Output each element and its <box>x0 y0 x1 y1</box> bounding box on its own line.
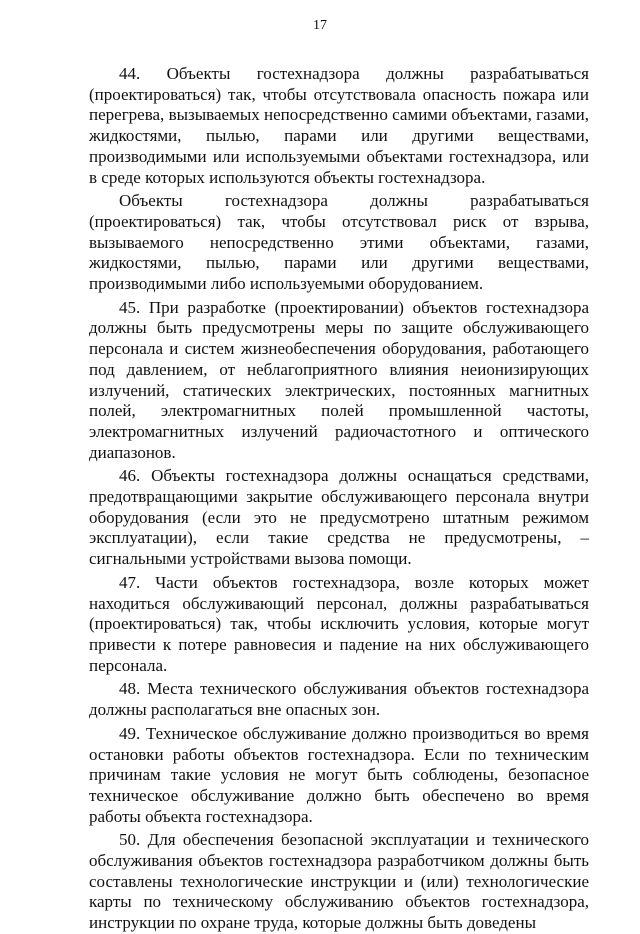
paragraph-46: 46. Объекты гостехнадзора должны оснащаться средствами, предотвращающими закрытие обслуживающего персонала внутри оборудования (если это не предусмотрено штатным режимом эксплуатации), если такие средства не предусмотрены, – сигнальными устройствами вызова помощи. <box>89 466 589 569</box>
paragraph-49: 49. Техническое обслуживание должно производиться во время остановки работы объектов гостехнадзора. Если по техническим причинам такие условия не могут быть соблюдены, безопасное техническое обслуживание должно быть обеспечено во время работы объекта гостехнадзора. <box>89 723 589 826</box>
paragraph-44-explosion: Объекты гостехнадзора должны разрабатываться (проектироваться) так, чтобы отсутствовал риск от взрыва, вызываемого непосредственно этими объектами, газами, жидкостями, пылью, парами или другими веществами, производимыми либо используемыми оборудованием. <box>89 191 589 294</box>
paragraph-48: 48. Места технического обслуживания объектов гостехнадзора должны располагаться вне опасных зон. <box>89 679 589 720</box>
paragraph-47: 47. Части объектов гостехнадзора, возле которых может находиться обслуживающий персонал, должны разрабатываться (проектироваться) так, чтобы исключить условия, которые могут привести к потере равновесия и падение на них обслуживающего персонала. <box>89 572 589 675</box>
page-number: 17 <box>313 18 327 33</box>
paragraph-44: 44. Объекты гостехнадзора должны разрабатываться (проектироваться) так, чтобы отсутствовала опасность пожара или перегрева, вызываемых непосредственно самими объектами, газами, жидкостями, пылью, парами или другими веществами, производимыми или используемыми объектами гостехнадзора, или в среде которых используются объекты гостехнадзора. <box>89 64 589 187</box>
document-body <box>89 64 589 934</box>
paragraph-45: 45. При разработке (проектировании) объектов гостехнадзора должны быть предусмотрены меры по защите обслуживающего персонала и систем жизнеобеспечения оборудования, работающего под давлением, от неблагоприятного влияния неионизирующих излучений, статических электрических, постоянных магнитных полей, электромагнитных полей промышленной частоты, электромагнитных излучений радиочастотного и оптического диапазонов. <box>89 297 589 462</box>
paragraph-50: 50. Для обеспечения безопасной эксплуатации и технического обслуживания объектов гостехнадзора разработчиком должны быть составлены технологические инструкции и (или) технологические карты по техническому обслуживанию объектов гостехнадзора, инструкции по охране труда, которые должны быть доведены <box>89 830 589 933</box>
